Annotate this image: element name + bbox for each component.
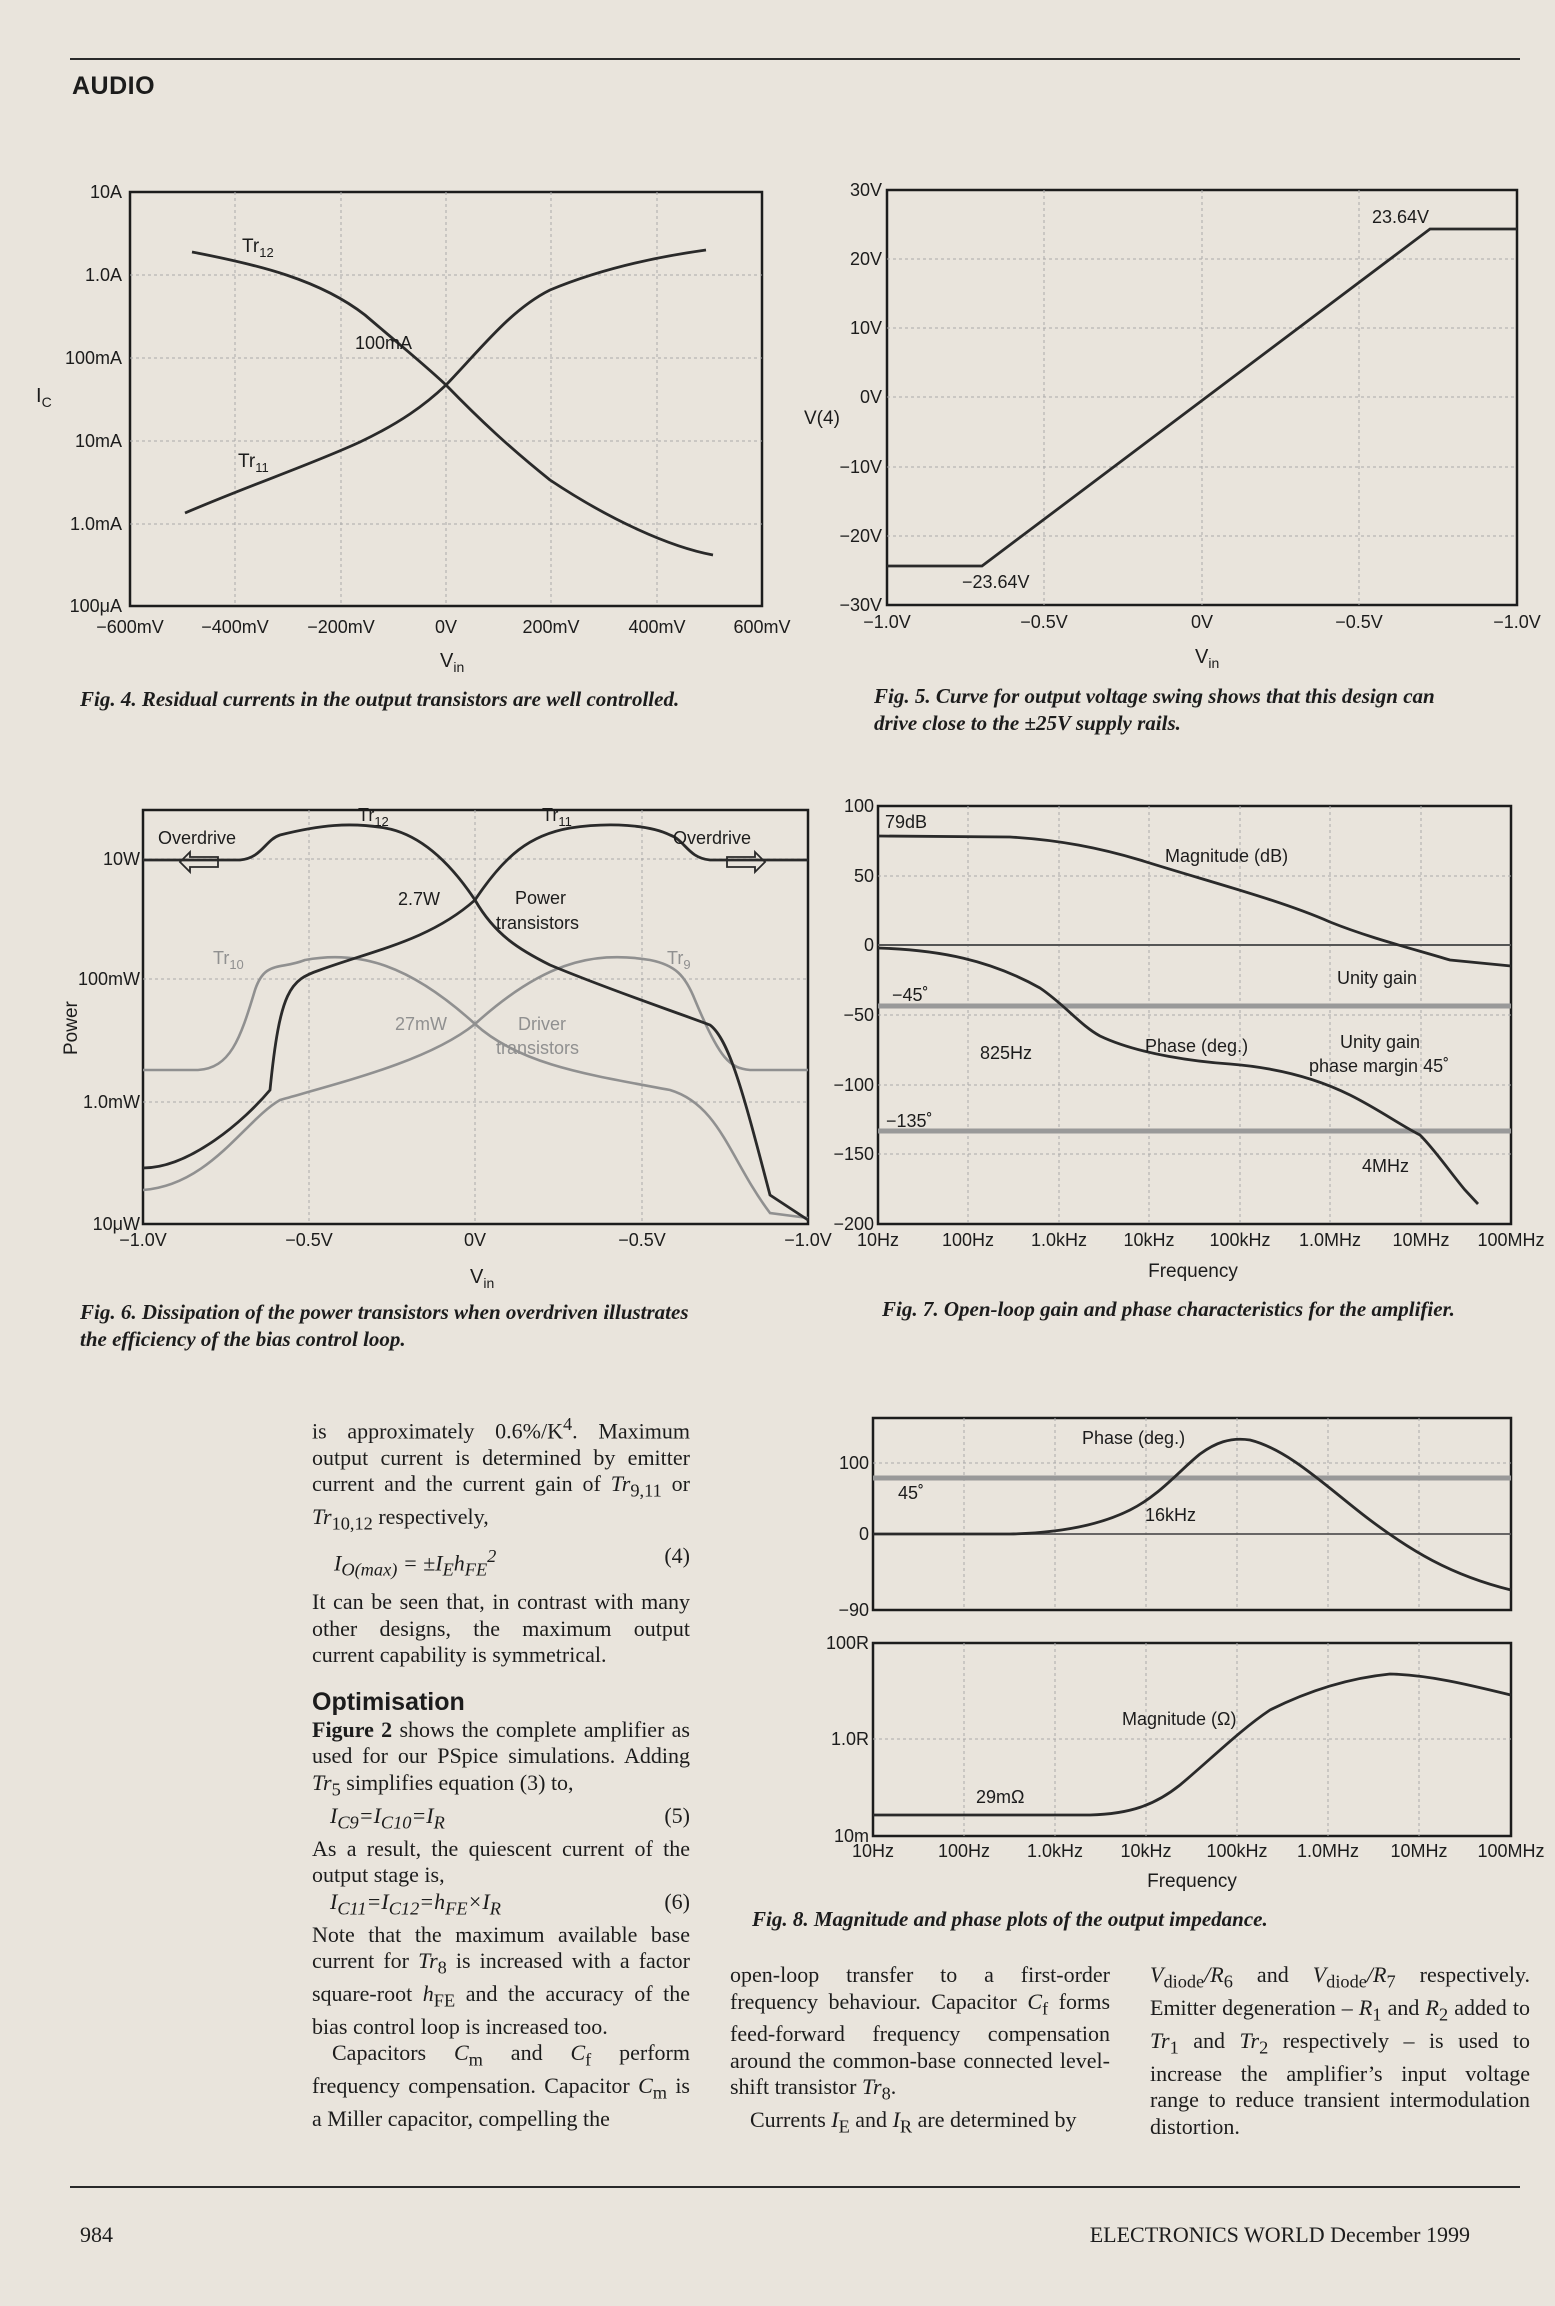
fig5-ytick: −20V — [839, 526, 882, 546]
fig6-chart — [30, 800, 832, 1300]
fig8-chart — [810, 1410, 1550, 1900]
fig6-ytick: 100mW — [77, 969, 140, 989]
body-column-1 — [312, 1411, 690, 2133]
paragraph: Figure 2 shows the complete amplifier as used for our PSpice simulations. Adding $Tr_5$ simplifies equation (3) to, — [312, 1716, 690, 1800]
fig5-chart — [790, 180, 1550, 680]
fig8-xtick: 10kHz — [1120, 1841, 1172, 1861]
fig4-xtick: 400mV — [628, 617, 686, 637]
fig4-ytick: 1.0mA — [69, 514, 122, 534]
fig7-xtick: 1.0kHz — [1030, 1230, 1088, 1250]
fig4-ytick: 100mA — [64, 348, 122, 368]
arrow-right-icon — [727, 852, 765, 872]
fig5-ytick: −10V — [839, 457, 882, 477]
fig6-xtick: −0.5V — [618, 1230, 666, 1250]
fig5-ytick: −30V — [839, 595, 882, 615]
paragraph: $V_{diode}/R_6$ and $V_{diode}/R_7$ respectively. Emitter degeneration – $R_1$ and $R_2$ added to $Tr_1$ and $Tr_2$ respectively – is used to increase the amplifier’s input voltage range to reduce transient intermodulation distortion. — [1150, 1962, 1531, 2139]
fig7-ytick: −200 — [833, 1214, 874, 1234]
paragraph: Currents $I_E$ and $I_R$ are determined by — [750, 2107, 1077, 2137]
fig8-xtick: 100Hz — [937, 1841, 991, 1861]
fig4-xtick: 600mV — [733, 617, 791, 637]
fig8-xtick: 10MHz — [1390, 1841, 1448, 1861]
fig8-45-label: 45˚ — [898, 1483, 925, 1503]
fig7-xtick: 10kHz — [1123, 1230, 1175, 1250]
fig5-xlabel: $V_{in}$ — [1195, 646, 1220, 671]
fig6-driver-label-1: Driver — [518, 1014, 566, 1034]
fig7-825hz-label: 825Hz — [980, 1043, 1033, 1063]
fig8-mag-ytick: 100R — [825, 1633, 869, 1653]
fig7-unity-phase-label-1: Unity gain — [1340, 1032, 1421, 1052]
fig8-caption: Fig. 8. Magnitude and phase plots of the output impedance. — [752, 1907, 1268, 1931]
section-heading: Optimisation — [312, 1687, 465, 1716]
body-column-3 — [1150, 1962, 1530, 2140]
fig5-ytick: 20V — [849, 249, 882, 269]
fig6-tr11-label: $Tr_{11}$ — [542, 805, 572, 829]
fig5-xtick: −0.5V — [1020, 612, 1068, 632]
fig8-magnitude-label: Magnitude (Ω) — [1122, 1709, 1237, 1729]
fig7-ytick: 0 — [863, 935, 874, 955]
footer-rule — [70, 2186, 1520, 2188]
fig8-xtick: 1.0kHz — [1026, 1841, 1084, 1861]
fig8-mag-ytick: 10m — [833, 1826, 869, 1846]
fig5-ytick: 10V — [849, 318, 882, 338]
fig8-29m-label: 29mΩ — [976, 1787, 1025, 1807]
fig5-xtick: 0V — [1190, 612, 1214, 632]
fig6-power-cross-label: 2.7W — [398, 889, 441, 909]
fig6-xtick: 0V — [463, 1230, 487, 1250]
fig6-tr12-label: $Tr_{12}$ — [358, 805, 389, 829]
equation-4: $I_{O(max)} = \pm I_Eh_{FE}^2$ (4) — [334, 1543, 690, 1580]
paragraph: is approximately $0.6\%/K^4$. Maximum output current is determined by emitter current and the current gain of $Tr_{9,11}$ or $Tr_{10,12}$ respectively, — [312, 1414, 690, 1534]
fig6-ytick: 10μW — [92, 1214, 140, 1234]
fig7-chart — [810, 796, 1550, 1290]
fig6-overdrive-left: Overdrive — [158, 828, 237, 848]
paragraph: Note that the maximum available base current for $Tr_8$ is increased with a factor square-root $h_{FE}$ and the accuracy of the bias control loop is increased too. — [312, 1921, 691, 2039]
fig4-xtick: 0V — [434, 617, 458, 637]
fig8-xlabel: Frequency — [1147, 1871, 1237, 1892]
paragraph: open-loop transfer to a first-order frequency behaviour. Capacitor $C_f$ forms feed-forward frequency compensation around the common-base connected level-shift transistor $Tr_8$. — [730, 1962, 1111, 2104]
fig6-xtick: −0.5V — [285, 1230, 333, 1250]
arrow-left-icon — [180, 852, 218, 872]
fig6-ytick: 1.0mW — [82, 1092, 140, 1112]
fig4-xtick: −600mV — [96, 617, 164, 637]
fig6-ylabel: Power — [61, 1001, 82, 1055]
paragraph: It can be seen that, in contrast with many other designs, the maximum output current capability is symmetrical. — [312, 1589, 690, 1668]
fig5-ytick: 30V — [849, 180, 882, 200]
fig4-crossover-label: 100mA — [355, 333, 413, 353]
fig4-tr11-label: $Tr_{11}$ — [238, 451, 269, 475]
equation-6: $I_{C11}=I_{C12}=h_{FE}\times I_R$ (6) — [330, 1888, 690, 1918]
fig6-caption — [80, 1299, 689, 1353]
fig7-xtick: 100MHz — [1477, 1230, 1545, 1250]
fig5-xtick: −1.0V — [863, 612, 911, 632]
fig8-xtick: 1.0MHz — [1296, 1841, 1360, 1861]
fig8-xtick: 100kHz — [1206, 1841, 1268, 1861]
fig8-magnitude-curve — [873, 1674, 1511, 1815]
fig5-caption-line: Fig. 5. Curve for output voltage swing shows that this design can — [874, 684, 1435, 708]
fig4-ylabel: $I_C$ — [36, 385, 52, 410]
fig5-top-label: 23.64V — [1372, 207, 1430, 227]
fig7-ytick: −150 — [833, 1144, 874, 1164]
fig6-xtick: −1.0V — [784, 1230, 832, 1250]
fig4-xlabel: $V_{in}$ — [440, 650, 465, 675]
fig6-tr10-label: $Tr_{10}$ — [213, 948, 244, 972]
fig7-unity-phase-label-2: phase margin 45˚ — [1309, 1056, 1450, 1076]
fig4-caption: Fig. 4. Residual currents in the output transistors are well controlled. — [80, 687, 680, 711]
fig4-xtick: −400mV — [201, 617, 269, 637]
fig6-driver-label-2: transistors — [496, 1038, 580, 1058]
fig7-ytick: −50 — [843, 1005, 874, 1025]
fig4-ytick: 10mA — [74, 431, 122, 451]
fig5-ylabel: V(4) — [804, 408, 840, 429]
fig4-chart — [30, 180, 810, 680]
fig7-m45-label: −45˚ — [892, 985, 929, 1005]
fig7-xtick: 10Hz — [856, 1230, 900, 1250]
fig5-bottom-label: −23.64V — [962, 572, 1030, 592]
fig4-tr12-curve — [192, 252, 713, 555]
fig7-xtick: 100kHz — [1209, 1230, 1271, 1250]
fig8-phase-ytick: 0 — [858, 1524, 869, 1544]
fig7-unity-gain-label: Unity gain — [1337, 968, 1418, 988]
fig8-xtick: 10Hz — [851, 1841, 895, 1861]
fig6-driver-cross-label: 27mW — [395, 1014, 448, 1034]
fig4-ytick: 1.0A — [84, 265, 122, 285]
fig8-phase-ytick: 100 — [838, 1453, 869, 1473]
fig5-xtick: −0.5V — [1335, 612, 1383, 632]
section-title: AUDIO — [72, 72, 156, 100]
fig6-overdrive-right: Overdrive — [673, 828, 752, 848]
fig4-ytick: 100μA — [69, 596, 122, 616]
fig7-caption: Fig. 7. Open-loop gain and phase characteristics for the amplifier. — [882, 1297, 1455, 1321]
equation-5: $I_{C9}=I_{C10}=I_R$ (5) — [330, 1802, 690, 1833]
fig5-ytick: 0V — [859, 387, 882, 407]
fig7-xlabel: Frequency — [1148, 1261, 1238, 1282]
fig7-phase-label: Phase (deg.) — [1145, 1036, 1249, 1056]
paragraph: As a result, the quiescent current of the output stage is, — [312, 1835, 690, 1888]
fig6-tr9-label: $Tr_9$ — [667, 948, 691, 972]
body-column-2 — [730, 1962, 1110, 2140]
header-rule — [70, 58, 1520, 60]
fig6-power-label-2: transistors — [496, 913, 580, 933]
fig7-ytick: −100 — [833, 1075, 874, 1095]
fig8-phase-label: Phase (deg.) — [1082, 1428, 1186, 1448]
fig8-mag-ytick: 1.0R — [830, 1729, 869, 1749]
fig6-caption-line: Fig. 6. Dissipation of the power transistors when overdriven illustrates — [80, 1300, 689, 1324]
fig8-xtick: 100MHz — [1477, 1841, 1545, 1861]
fig8-phase-ytick: −90 — [838, 1600, 869, 1620]
fig7-ytick: 50 — [853, 866, 874, 886]
fig4-tr12-label: $Tr_{12}$ — [242, 236, 274, 260]
fig4-xtick: 200mV — [522, 617, 580, 637]
fig7-xtick: 1.0MHz — [1298, 1230, 1362, 1250]
fig5-xtick: −1.0V — [1493, 612, 1541, 632]
fig7-xtick: 100Hz — [941, 1230, 995, 1250]
fig6-caption-line: the efficiency of the bias control loop. — [80, 1327, 406, 1351]
fig7-xtick: 10MHz — [1392, 1230, 1450, 1250]
fig6-xtick: −1.0V — [119, 1230, 167, 1250]
fig6-ytick: 10W — [102, 849, 140, 869]
fig4-ytick: 10A — [89, 182, 122, 202]
journal-name: ELECTRONICS WORLD December 1999 — [1089, 2222, 1470, 2247]
fig6-xlabel: $V_{in}$ — [470, 1266, 495, 1291]
fig5-caption-line: drive close to the ±25V supply rails. — [874, 711, 1181, 735]
fig8-16khz-label: 16kHz — [1145, 1505, 1197, 1525]
fig6-power-label-1: Power — [515, 888, 567, 908]
fig4-xtick: −200mV — [307, 617, 375, 637]
fig7-79db-label: 79dB — [885, 812, 928, 832]
fig7-m135-label: −135˚ — [886, 1111, 933, 1131]
paragraph: Capacitors $C_m$ and $C_f$ perform frequency compensation. Capacitor $C_m$ is a Miller capacitor, compelling the — [312, 2040, 690, 2132]
page-number: 984 — [80, 2222, 113, 2247]
fig7-4mhz-label: 4MHz — [1362, 1156, 1410, 1176]
fig7-ytick: 100 — [843, 796, 874, 816]
fig5-caption — [874, 683, 1435, 737]
fig7-magnitude-label: Magnitude (dB) — [1165, 846, 1289, 866]
